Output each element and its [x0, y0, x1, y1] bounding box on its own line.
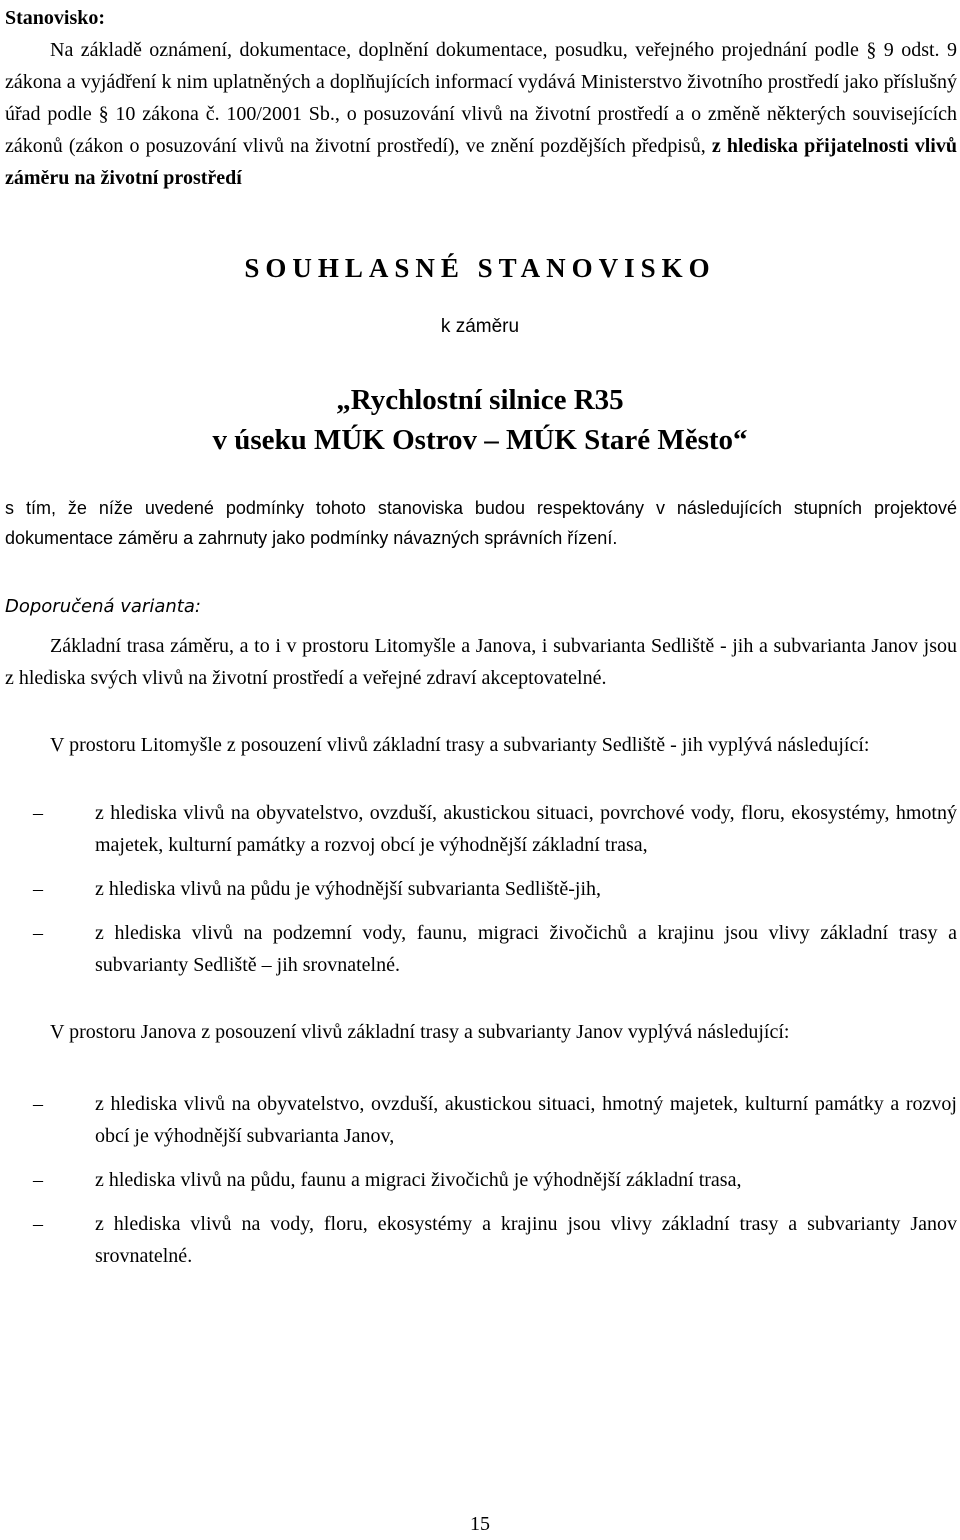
list-item: – z hlediska vlivů na obyvatelstvo, ovzduší, akustickou situaci, hmotný majetek, kulturní památky a rozvoj obcí je výhodnější subvarianta Janov,: [5, 1088, 957, 1152]
conditions-text: s tím, že níže uvedené podmínky tohoto stanoviska budou respektovány v následujících stupních projektové dokumentace záměru a zahrnuty jako podmínky návazných správních řízení.: [5, 498, 957, 548]
litomysl-list: [5, 797, 957, 981]
janov-paragraph: [5, 1016, 957, 1048]
list-item: – z hlediska vlivů na vody, floru, ekosystémy a krajinu jsou vlivy základní trasy a subvarianty Janov srovnatelné.: [5, 1208, 957, 1272]
statement-title: SOUHLASNÉ STANOVISKO: [244, 253, 716, 283]
list-item: – z hlediska vlivů na půdu je výhodnější subvarianta Sedliště-jih,: [5, 873, 957, 905]
recommended-paragraph: [5, 630, 957, 694]
project-name-line1: „Rychlostní silnice R35: [336, 384, 624, 416]
statement-subtitle: k záměru: [440, 316, 520, 337]
janov-list: [5, 1088, 957, 1272]
intro-paragraph: [5, 34, 957, 194]
recommended-text: Základní trasa záměru, a to i v prostoru Litomyšle a Janova, i subvarianta Sedliště - jih a subvarianta Janov jsou z hlediska svých vlivů na životní prostředí a veřejné zdraví akceptovatelné.: [5, 635, 957, 689]
janov-intro: V prostoru Janova z posouzení vlivů základní trasy a subvarianty Janov vyplývá následující:: [50, 1021, 790, 1043]
intro-text: Na základě oznámení, dokumentace, doplnění dokumentace, posudku, veřejného projednání podle § 9 odst. 9 zákona a vyjádření k nim uplatněných a doplňujících informací vydává Ministerstvo životního prostředí jako příslušný úřad podle § 10 zákona č. 100/2001 Sb., o posuzování vlivů na životní prostředí a o změně některých souvisejících zákonů (zákon o posuzování vlivů na životní prostředí), ve znění pozdějších předpisů,: [5, 39, 957, 157]
project-name-line2: v úseku MÚK Ostrov – MÚK Staré Město“: [212, 424, 748, 456]
list-item: – z hlediska vlivů na obyvatelstvo, ovzduší, akustickou situaci, povrchové vody, floru, ekosystémy, hmotný majetek, kulturní památky a rozvoj obcí je výhodnější základní trasa,: [5, 797, 957, 861]
recommended-label: Doporučená varianta:: [5, 596, 201, 617]
litomysl-intro: V prostoru Litomyšle z posouzení vlivů základní trasy a subvarianty Sedliště - jih vyplývá následující:: [50, 734, 870, 756]
list-item: – z hlediska vlivů na podzemní vody, faunu, migraci živočichů a krajinu jsou vlivy základní trasy a subvarianty Sedliště – jih srovnatelné.: [5, 917, 957, 981]
recommended-variant-label: [5, 590, 957, 623]
page-number: 15: [470, 1513, 490, 1535]
litomysl-paragraph: [5, 729, 957, 761]
list-item: – z hlediska vlivů na půdu, faunu a migraci živočichů je výhodnější základní trasa,: [5, 1164, 957, 1196]
intro-bold-text: z hlediska přijatelnosti vlivů záměru na životní prostředí: [5, 135, 957, 189]
section-heading: Stanovisko:: [5, 7, 106, 29]
conditions-paragraph: [5, 493, 957, 553]
